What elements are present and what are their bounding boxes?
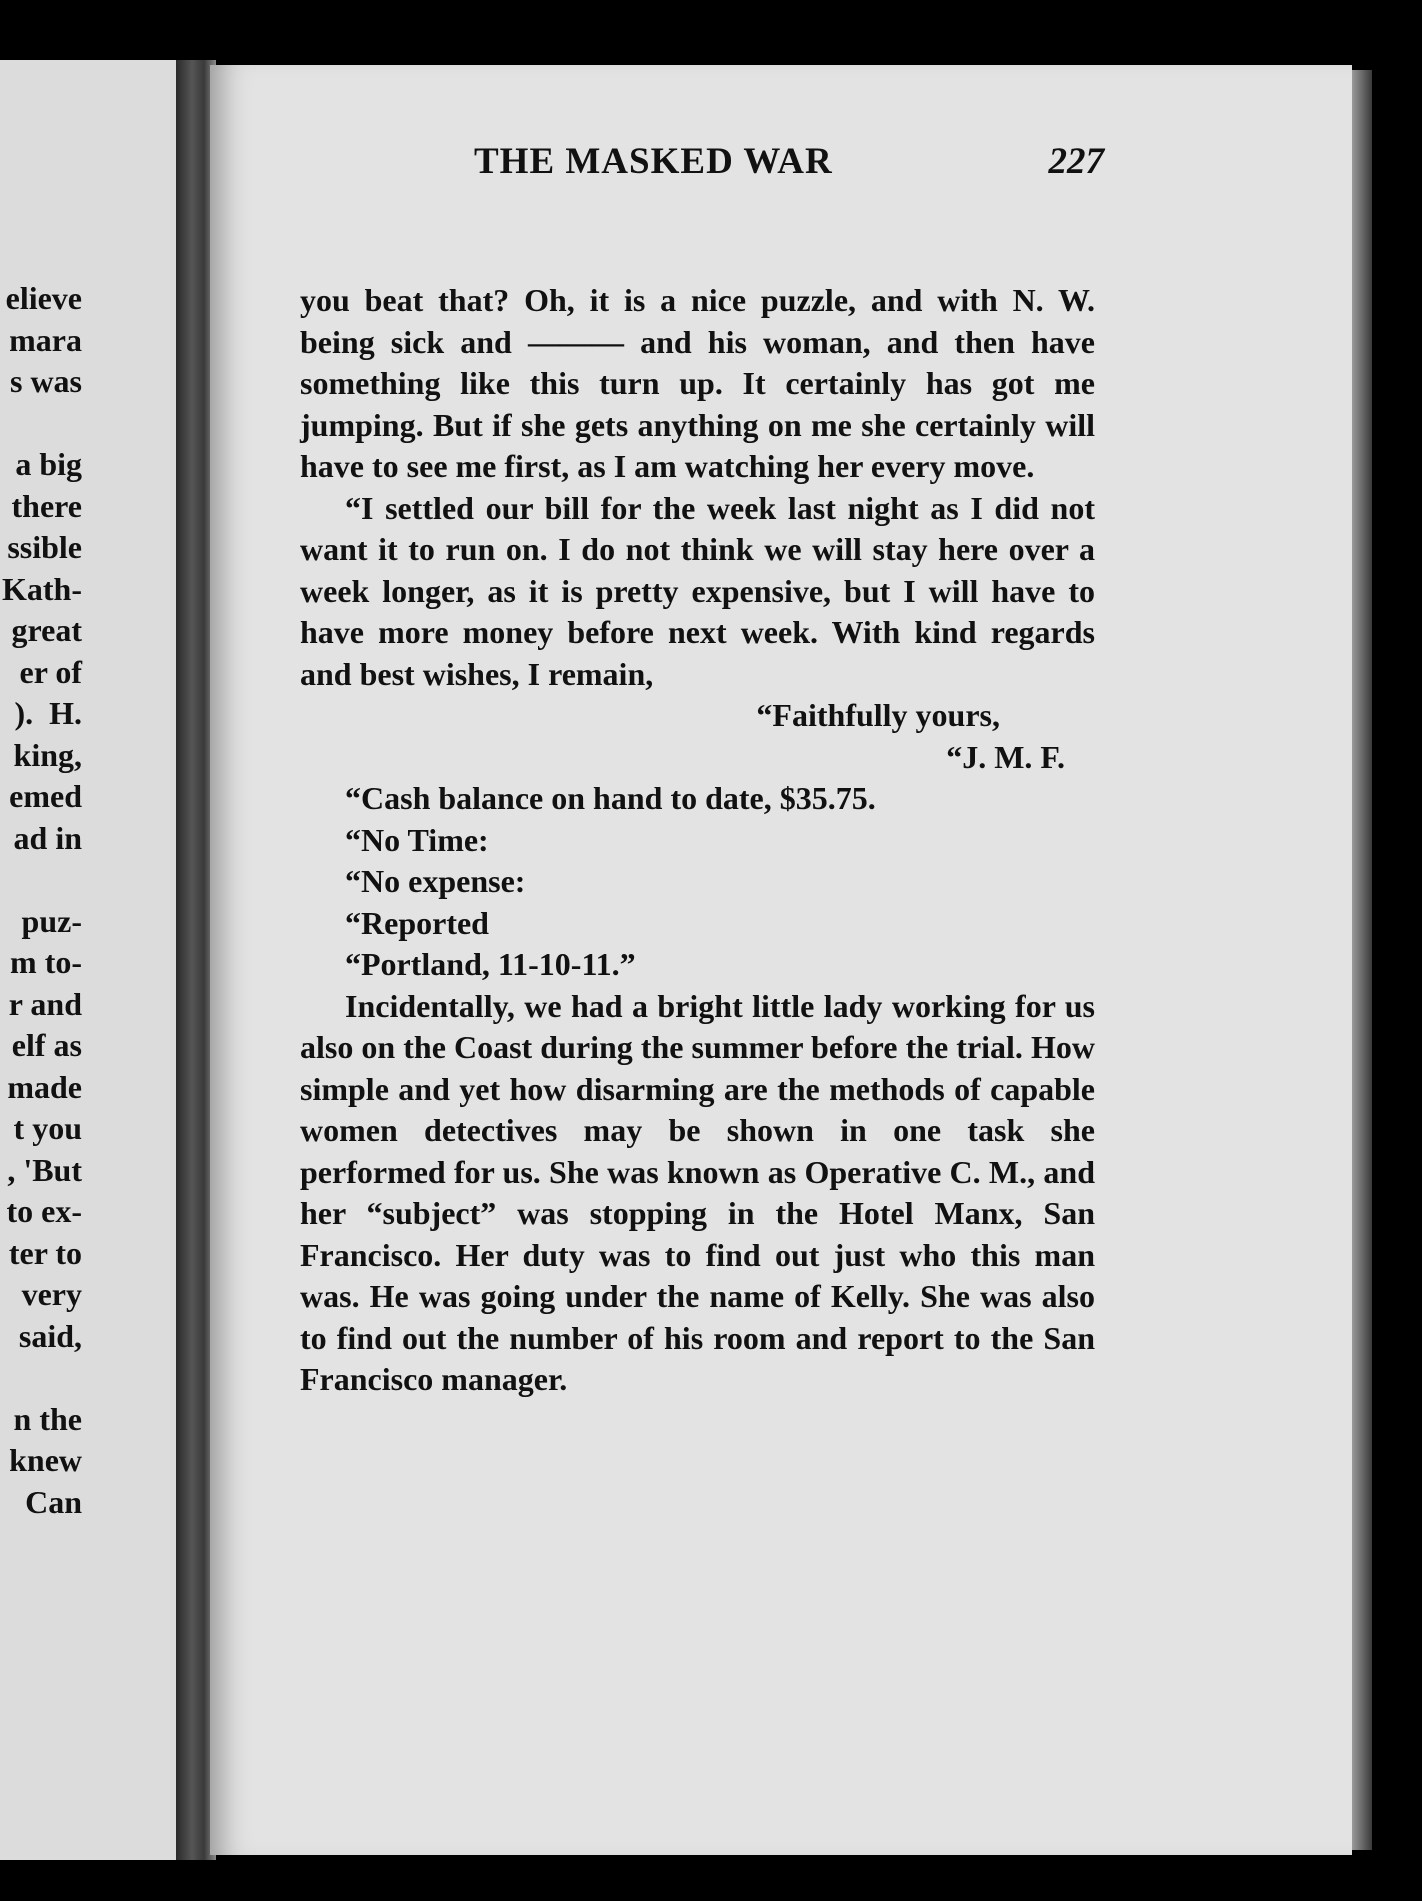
left-page: [0, 60, 178, 1860]
left-page-line: ad in: [13, 819, 82, 856]
left-page-line: very: [21, 1276, 82, 1312]
letter-closing: “Faithfully yours,: [756, 697, 1000, 733]
letter-signature: “J. M. F.: [946, 738, 1065, 775]
left-page-line: [2, 403, 82, 445]
running-title: THE MASKED WAR: [474, 141, 833, 182]
memo-line-place-date: “Portland, 11-10-11.”: [345, 946, 636, 982]
memo-line-cash: “Cash balance on hand to date, $35.75.: [345, 780, 876, 816]
left-page-line: ). H.: [14, 695, 82, 731]
paragraph-3: Incidentally, we had a bright little lady working for us also on the Coast during the summer before the trial. How simple and yet how disarming are the methods of capable women detectives may be shown in one task she performed for us. She was known as Operative C. M., and her “subject” was stopping in the Hotel Manx, San Francisco. Her duty was to find out just who this man was. He was going under the name of Kelly. She was also to find out the number of his room and report to the San Francisco manager.: [300, 987, 1095, 1397]
paragraph-2: “I settled our bill for the week last night as I did not want it to run on. I do not think we will stay here over a week longer, as it is pretty expensive, but I will have to have more money before next week. With kind regards and best wishes, I remain,: [300, 489, 1095, 692]
memo-line-reported: “Reported: [345, 904, 489, 941]
page-body: [300, 280, 1095, 1401]
left-page-line: ssible: [7, 529, 82, 565]
left-page-line: ter to: [8, 1234, 82, 1271]
left-page-text: [2, 278, 82, 1523]
left-page-line: er of: [19, 653, 82, 690]
left-page-line: there: [11, 487, 82, 524]
left-page-line: n the: [13, 1400, 82, 1437]
left-page-line: m to-: [10, 944, 82, 980]
left-page-line: Can: [25, 1483, 82, 1520]
left-page-line: mara: [9, 321, 82, 358]
page-edge: [1352, 70, 1372, 1850]
left-page-line: Kath-: [2, 570, 82, 607]
left-page-line: elieve: [5, 280, 82, 316]
memo-line-time: “No Time:: [345, 821, 489, 858]
left-page-line: great: [11, 612, 82, 648]
left-page-line: elf as: [11, 1027, 82, 1063]
left-page-line: to ex-: [6, 1193, 82, 1229]
left-page-line: t you: [13, 1110, 82, 1146]
left-page-line: knew: [9, 1442, 82, 1478]
left-page-line: emed: [9, 778, 82, 814]
paragraph-1: you beat that? Oh, it is a nice puzzle, and with N. W. being sick and ——— and his woman, and then have something like this turn up. It certainly has got me jumping. But if she gets anything on me she certainly will have to see me first, as I am watching her every move.: [300, 282, 1095, 484]
memo-line-expense: “No expense:: [345, 863, 526, 899]
page-number: 227: [1048, 141, 1104, 182]
left-page-line: s was: [9, 363, 82, 399]
left-page-line: r and: [8, 985, 82, 1022]
left-page-line: , 'But: [7, 1151, 82, 1188]
left-page-line: made: [7, 1068, 82, 1105]
left-page-line: a big: [15, 446, 82, 482]
left-page-line: king,: [13, 736, 82, 773]
left-page-line: [2, 1357, 82, 1399]
left-page-line: puz-: [21, 902, 82, 939]
left-page-line: said,: [18, 1317, 82, 1354]
left-page-line: [2, 859, 82, 901]
